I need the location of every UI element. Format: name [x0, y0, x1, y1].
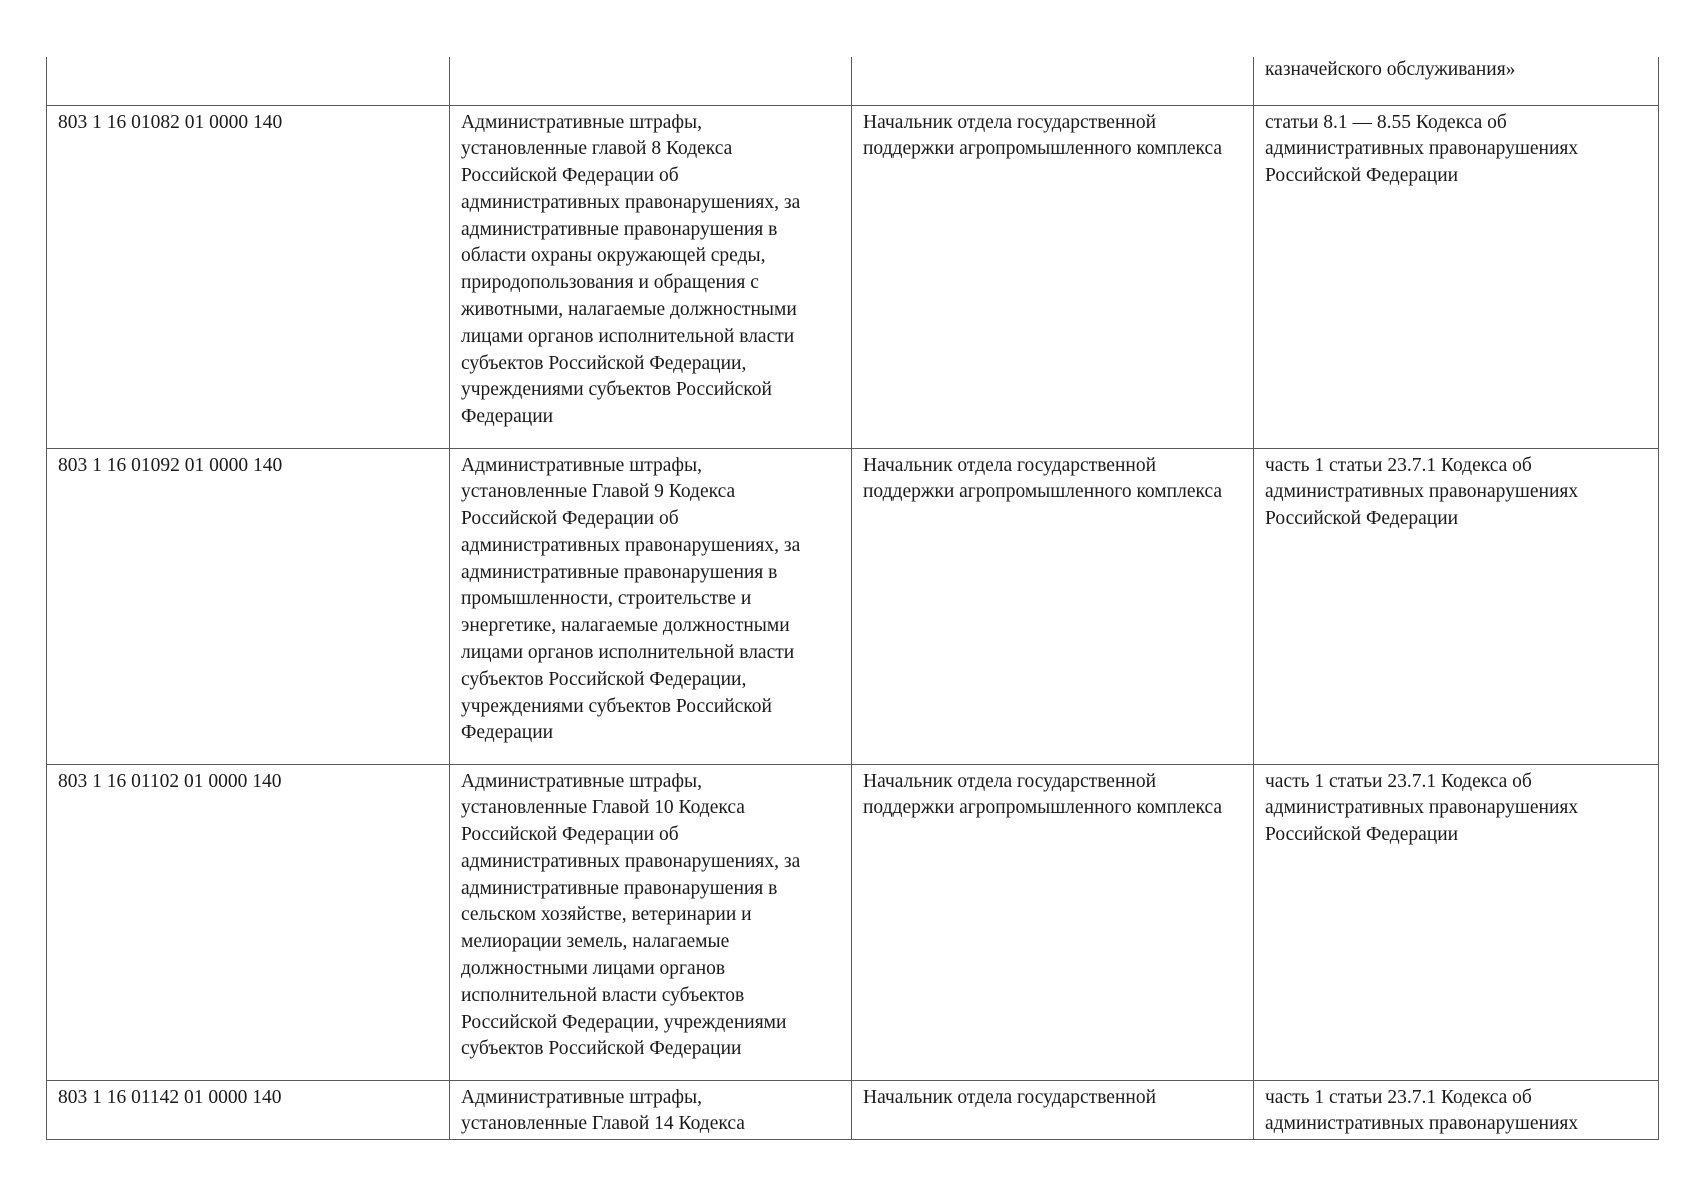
legal-basis-cell: статьи 8.1 — 8.55 Кодекса об административных правонарушениях Российской Федерации	[1254, 105, 1659, 448]
budget-code-cell: 803 1 16 01102 01 0000 140	[47, 764, 450, 1080]
budget-code-cell: 803 1 16 01082 01 0000 140	[47, 105, 450, 448]
responsible-official-cell: Начальник отдела государственной	[852, 1080, 1254, 1140]
table-row	[47, 448, 1659, 764]
revenue-name-cell	[450, 57, 852, 105]
revenue-name-cell: Административные штрафы, установленные главой 8 Кодекса Российской Федерации об административных правонарушениях, за административные правонарушения в области охраны окружающей среды, природопользования и обращения с животными, налагаемые должностными лицами органов исполнительной власти субъектов Российской Федерации, учреждениями субъектов Российской Федерации	[450, 105, 852, 448]
responsible-official-cell: Начальник отдела государственной поддержки агропромышленного комплекса	[852, 448, 1254, 764]
revenue-name-cell: Административные штрафы, установленные Главой 9 Кодекса Российской Федерации об административных правонарушениях, за административные правонарушения в промышленности, строительстве и энергетике, налагаемые должностными лицами органов исполнительной власти субъектов Российской Федерации, учреждениями субъектов Российской Федерации	[450, 448, 852, 764]
revenue-name-cell: Административные штрафы, установленные Главой 14 Кодекса	[450, 1080, 852, 1140]
revenue-name-cell: Административные штрафы, установленные Главой 10 Кодекса Российской Федерации об административных правонарушениях, за административные правонарушения в сельском хозяйстве, ветеринарии и мелиорации земель, налагаемые должностными лицами органов исполнительной власти субъектов Российской Федерации, учреждениями субъектов Российской Федерации	[450, 764, 852, 1080]
revenue-codes-table	[46, 57, 1659, 1140]
table-row	[47, 57, 1659, 105]
legal-basis-cell: часть 1 статьи 23.7.1 Кодекса об административных правонарушениях Российской Федерации	[1254, 448, 1659, 764]
responsible-official-cell: Начальник отдела государственной поддержки агропромышленного комплекса	[852, 105, 1254, 448]
table-row	[47, 1080, 1659, 1140]
budget-code-cell	[47, 57, 450, 105]
legal-basis-cell: казначейского обслуживания»	[1254, 57, 1659, 105]
legal-basis-cell: часть 1 статьи 23.7.1 Кодекса об административных правонарушениях	[1254, 1080, 1659, 1140]
legal-basis-cell: часть 1 статьи 23.7.1 Кодекса об административных правонарушениях Российской Федерации	[1254, 764, 1659, 1080]
budget-code-cell: 803 1 16 01142 01 0000 140	[47, 1080, 450, 1140]
responsible-official-cell	[852, 57, 1254, 105]
table-row	[47, 105, 1659, 448]
table-row	[47, 764, 1659, 1080]
responsible-official-cell: Начальник отдела государственной поддержки агропромышленного комплекса	[852, 764, 1254, 1080]
budget-code-cell: 803 1 16 01092 01 0000 140	[47, 448, 450, 764]
